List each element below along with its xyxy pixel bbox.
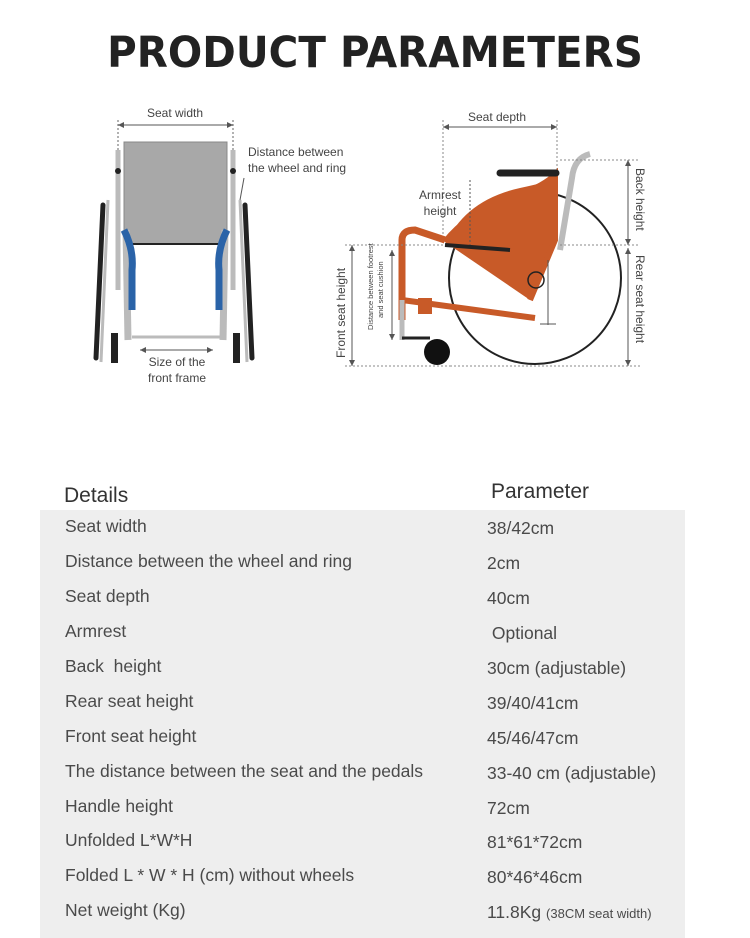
table-row: [40, 650, 685, 684]
row-value: 72cm: [487, 798, 530, 818]
row-value-main: 11.8Kg: [487, 902, 542, 922]
row-detail: Front seat height: [65, 726, 197, 746]
row-value: Optional: [487, 623, 558, 643]
row-value: 45/46/47cm: [487, 728, 579, 748]
armrest-label-2: height: [423, 204, 457, 218]
row-value: 38/42cm: [487, 518, 555, 538]
table-row: [40, 580, 685, 614]
table-header-parameter: Parameter: [491, 480, 590, 503]
front-view: [96, 106, 346, 385]
page-title: PRODUCT PARAMETERS: [107, 28, 643, 78]
row-value-note: (38CM seat width): [546, 906, 652, 921]
seat-depth-label: Seat depth: [467, 110, 527, 124]
back-height-label: Back height: [633, 168, 647, 231]
row-detail: Folded L * W * H (cm) without wheels: [65, 865, 355, 885]
parameters-table: [40, 510, 685, 938]
table-row: [40, 720, 685, 754]
wheel-ring-label-1: Distance between: [248, 145, 344, 159]
row-value: 33-40 cm (adjustable): [487, 763, 657, 783]
row-detail: Seat width: [65, 516, 147, 536]
row-value: 80*46*46cm: [487, 867, 583, 887]
wheel-ring-label-2: the wheel and ring: [248, 161, 347, 175]
row-value: 30cm (adjustable): [487, 658, 627, 678]
front-frame-label-1: Size of the: [148, 355, 206, 369]
row-detail: Net weight (Kg): [65, 900, 186, 920]
row-detail: Armrest: [65, 621, 127, 641]
row-value: [487, 902, 652, 923]
table-row: [40, 755, 685, 789]
row-value: 40cm: [487, 588, 530, 608]
table-row: [40, 615, 685, 649]
table-row: [40, 790, 685, 824]
front-frame-label-2: front frame: [147, 371, 207, 385]
table-row: [40, 510, 685, 544]
row-value: 81*61*72cm: [487, 832, 583, 852]
rear-seat-height-label: Rear seat height: [633, 255, 647, 344]
row-detail: Back height: [65, 656, 162, 676]
row-detail: The distance between the seat and the pedals: [65, 761, 424, 781]
footrest-label-1: Distance between footrest: [366, 243, 375, 330]
table-header-details: Details: [64, 484, 129, 507]
table-row: [40, 545, 685, 579]
table-row: [40, 894, 685, 928]
row-detail: Seat depth: [65, 586, 150, 606]
seat-width-label: Seat width: [146, 106, 204, 120]
wheelchair-diagram: [0, 0, 750, 440]
row-detail: Handle height: [65, 796, 173, 816]
row-detail: Distance between the wheel and ring: [65, 551, 352, 571]
row-value: 2cm: [487, 553, 521, 573]
table-row: [40, 824, 685, 858]
table-row: [40, 685, 685, 719]
front-seat-height-label: Front seat height: [334, 267, 348, 358]
side-view: [334, 110, 647, 366]
row-detail: Rear seat height: [65, 691, 194, 711]
row-value: 39/40/41cm: [487, 693, 579, 713]
footrest-label-2: and seat cushion: [376, 261, 385, 318]
row-detail: Unfolded L*W*H: [65, 830, 193, 850]
armrest-label-1: Armrest: [419, 188, 461, 202]
table-row: [40, 859, 685, 893]
